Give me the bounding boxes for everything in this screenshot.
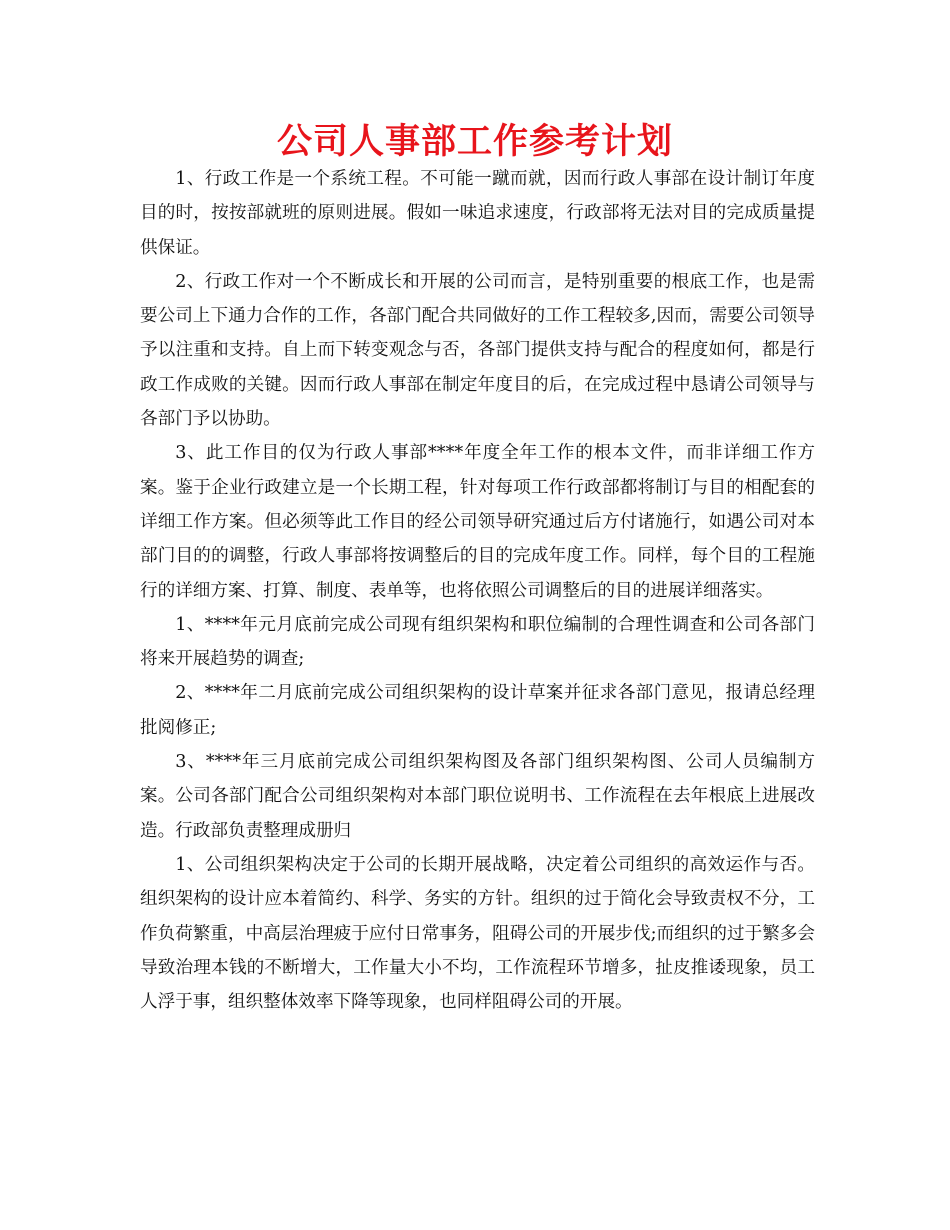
paragraph: 2、****年二月底前完成公司组织架构的设计草案并征求各部门意见，报请总经理批阅修正; — [140, 683, 815, 738]
paragraph: 3、****年三月底前完成公司组织架构图及各部门组织架构图、公司人员编制方案。公司各部门配合公司组织架构对本部门职位说明书、工作流程在去年根底上进展改造。行政部负责整理成册归 — [140, 752, 815, 841]
paragraph: 1、公司组织架构决定于公司的长期开展战略，决定着公司组织的高效运作与否。组织架构的设计应本着简约、科学、务实的方针。组织的过于简化会导致责权不分，工作负荷繁重，中高层治理疲于应付日常事务，阻碍公司的开展步伐;而组织的过于繁多会导致治理本钱的不断增大，工作量大小不均，工作流程环节增多，扯皮推诿现象，员工人浮于事，组织整体效率下降等现象，也同样阻碍公司的开展。 — [140, 854, 815, 1013]
paragraph: 1、行政工作是一个系统工程。不可能一蹴而就，因而行政人事部在设计制订年度目的时，按按部就班的原则进展。假如一味追求速度，行政部将无法对目的完成质量提供保证。 — [140, 169, 815, 258]
document-body — [140, 162, 815, 1019]
paragraph: 1、****年元月底前完成公司现有组织架构和职位编制的合理性调查和公司各部门将来开展趋势的调查; — [140, 614, 815, 670]
paragraph: 2、行政工作对一个不断成长和开展的公司而言，是特别重要的根底工作，也是需要公司上下通力合作的工作，各部门配合共同做好的工作工程较多,因而，需要公司领导予以注重和支持。自上而下转变观念与否，各部门提供支持与配合的程度如何，都是行政工作成败的关键。因而行政人事部在制定年度目的后，在完成过程中恳请公司领导与各部门予以协助。 — [140, 271, 815, 430]
paragraph: 3、此工作目的仅为行政人事部****年度全年工作的根本文件，而非详细工作方案。鉴于企业行政建立是一个长期工程，针对每项工作行政部都将制订与目的相配套的详细工作方案。但必须等此工作目的经公司领导研究通过后方付诸施行，如遇公司对本部门目的的调整，行政人事部将按调整后的目的完成年度工作。同样，每个目的工程施行的详细方案、打算、制度、表单等，也将依照公司调整后的目的进展详细落实。 — [140, 443, 815, 601]
document-title: 公司人事部工作参考计划 — [276, 122, 673, 162]
